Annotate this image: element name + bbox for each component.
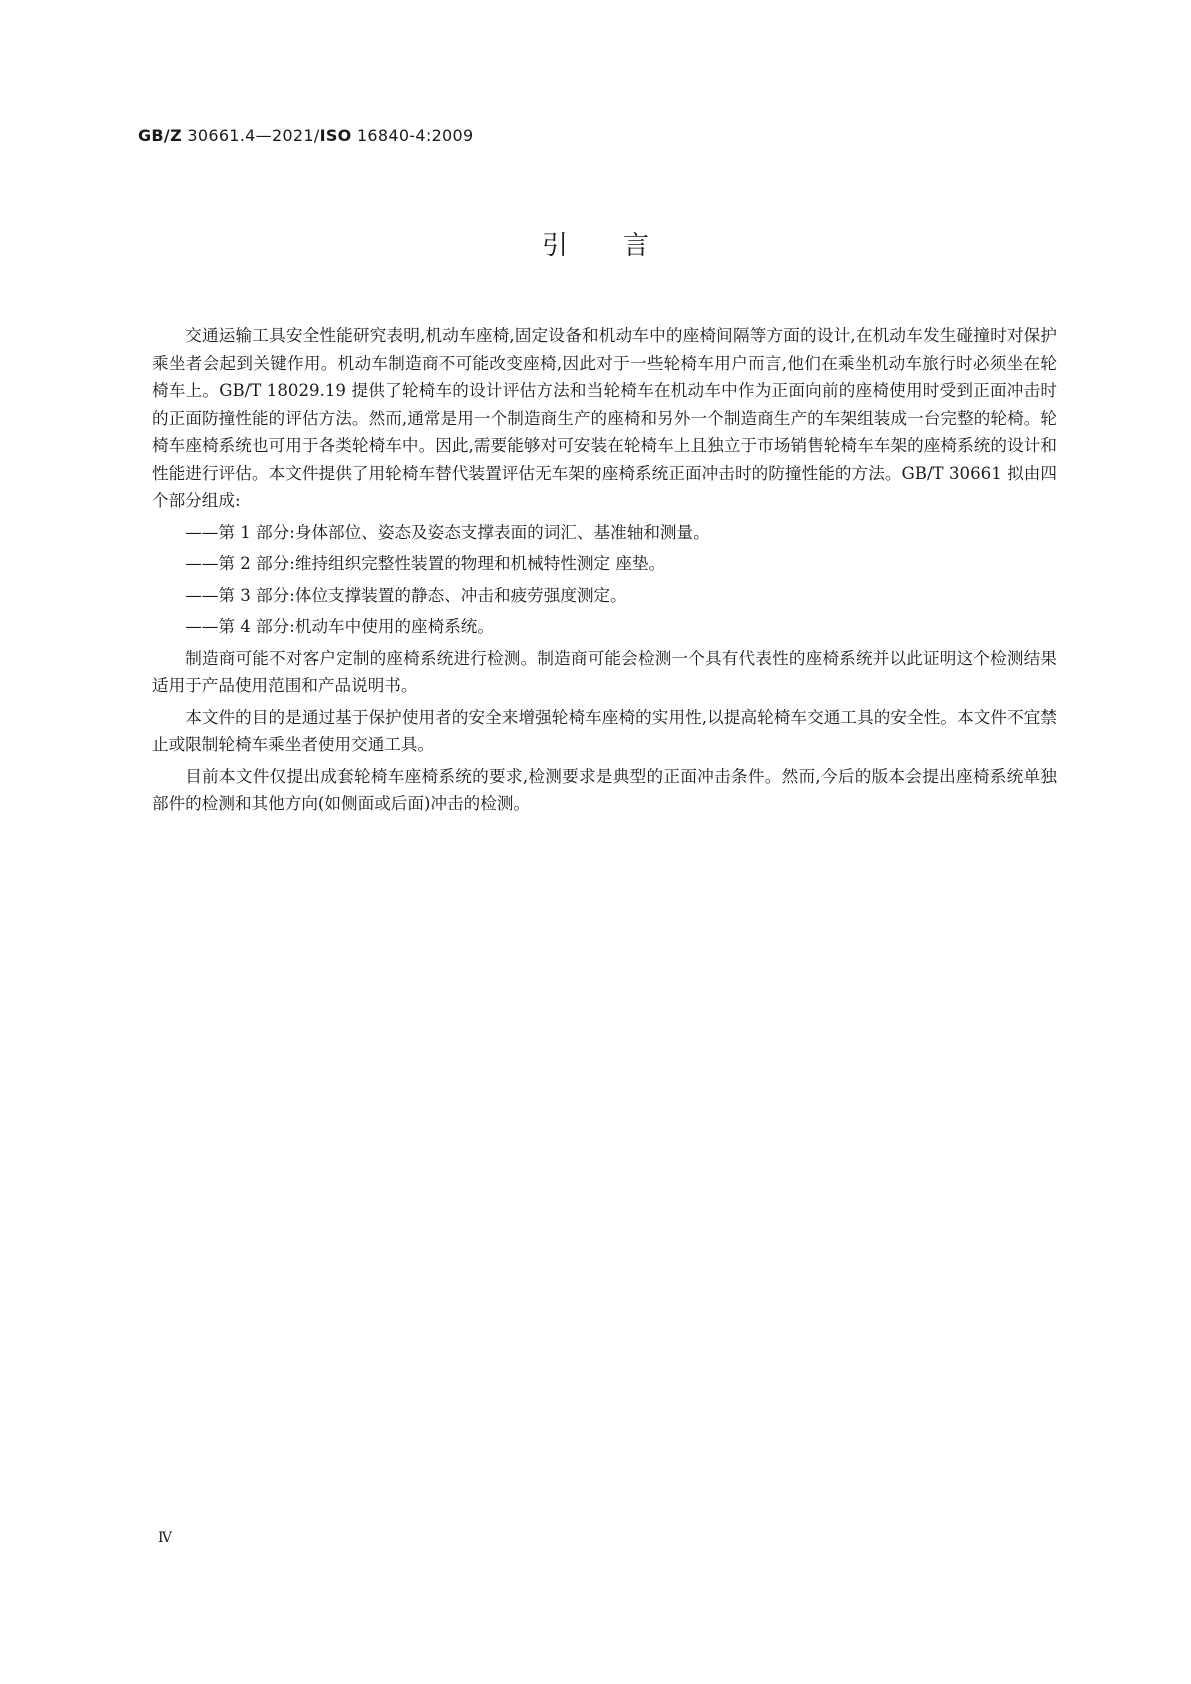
document-header: [138, 126, 474, 145]
part-list-item: ——第 1 部分:身体部位、姿态及姿态支撑表面的词汇、基准轴和测量。: [185, 522, 710, 542]
intro-paragraph: 交通运输工具安全性能研究表明,机动车座椅,固定设备和机动车中的座椅间隔等方面的设计,在机动车发生碰撞时对保护乘坐者会起到关键作用。机动车制造商不可能改变座椅,因此对于一些轮椅车用户而言,他们在乘坐机动车旅行时必须坐在轮椅车上。GB/T 18029.19 提供了轮椅车的设计评估方法和当轮椅车在机动车中作为正面向前的座椅使用时受到正面冲击时的正面防撞性能的评估方法。然而,通常是用一个制造商生产的座椅和另外一个制造商生产的车架组装成一台完整的轮椅。轮椅车座椅系统也可用于各类轮椅车中。因此,需要能够对可安装在轮椅车上且独立于市场销售轮椅车车架的座椅系统的设计和性能进行评估。本文件提供了用轮椅车替代装置评估无车架的座椅系统正面冲击时的防撞性能的方法。GB/T 30661 拟由四个部分组成:: [152, 326, 1057, 510]
closing-paragraph: 目前本文件仅提出成套轮椅车座椅系统的要求,检测要求是典型的正面冲击条件。然而,今后的版本会提出座椅系统单独部件的检测和其他方向(如侧面或后面)冲击的检测。: [152, 766, 1057, 813]
part-list-item: ——第 4 部分:机动车中使用的座椅系统。: [185, 617, 494, 636]
iso-prefix: ISO: [319, 126, 352, 145]
iso-number: 16840-4:2009: [356, 126, 474, 145]
closing-paragraph: 制造商可能不对客户定制的座椅系统进行检测。制造商可能会检测一个具有代表性的座椅系统并以此证明这个检测结果适用于产品使用范围和产品说明书。: [152, 648, 1057, 695]
introduction-body: [152, 322, 1057, 822]
part-list-item: ——第 2 部分:维持组织完整性装置的物理和机械特性测定 座垫。: [185, 554, 666, 573]
standard-number: 30661.4—2021/: [187, 126, 320, 145]
section-title: 引言: [541, 231, 704, 261]
part-list-item: ——第 3 部分:体位支撑装置的静态、冲击和疲劳强度测定。: [185, 585, 627, 605]
standard-prefix: GB/Z: [138, 126, 182, 145]
closing-paragraph: 本文件的目的是通过基于保护使用者的安全来增强轮椅车座椅的实用性,以提高轮椅车交通工具的安全性。本文件不宜禁止或限制轮椅车乘坐者使用交通工具。: [152, 707, 1057, 754]
page-number: Ⅳ: [158, 1530, 172, 1546]
